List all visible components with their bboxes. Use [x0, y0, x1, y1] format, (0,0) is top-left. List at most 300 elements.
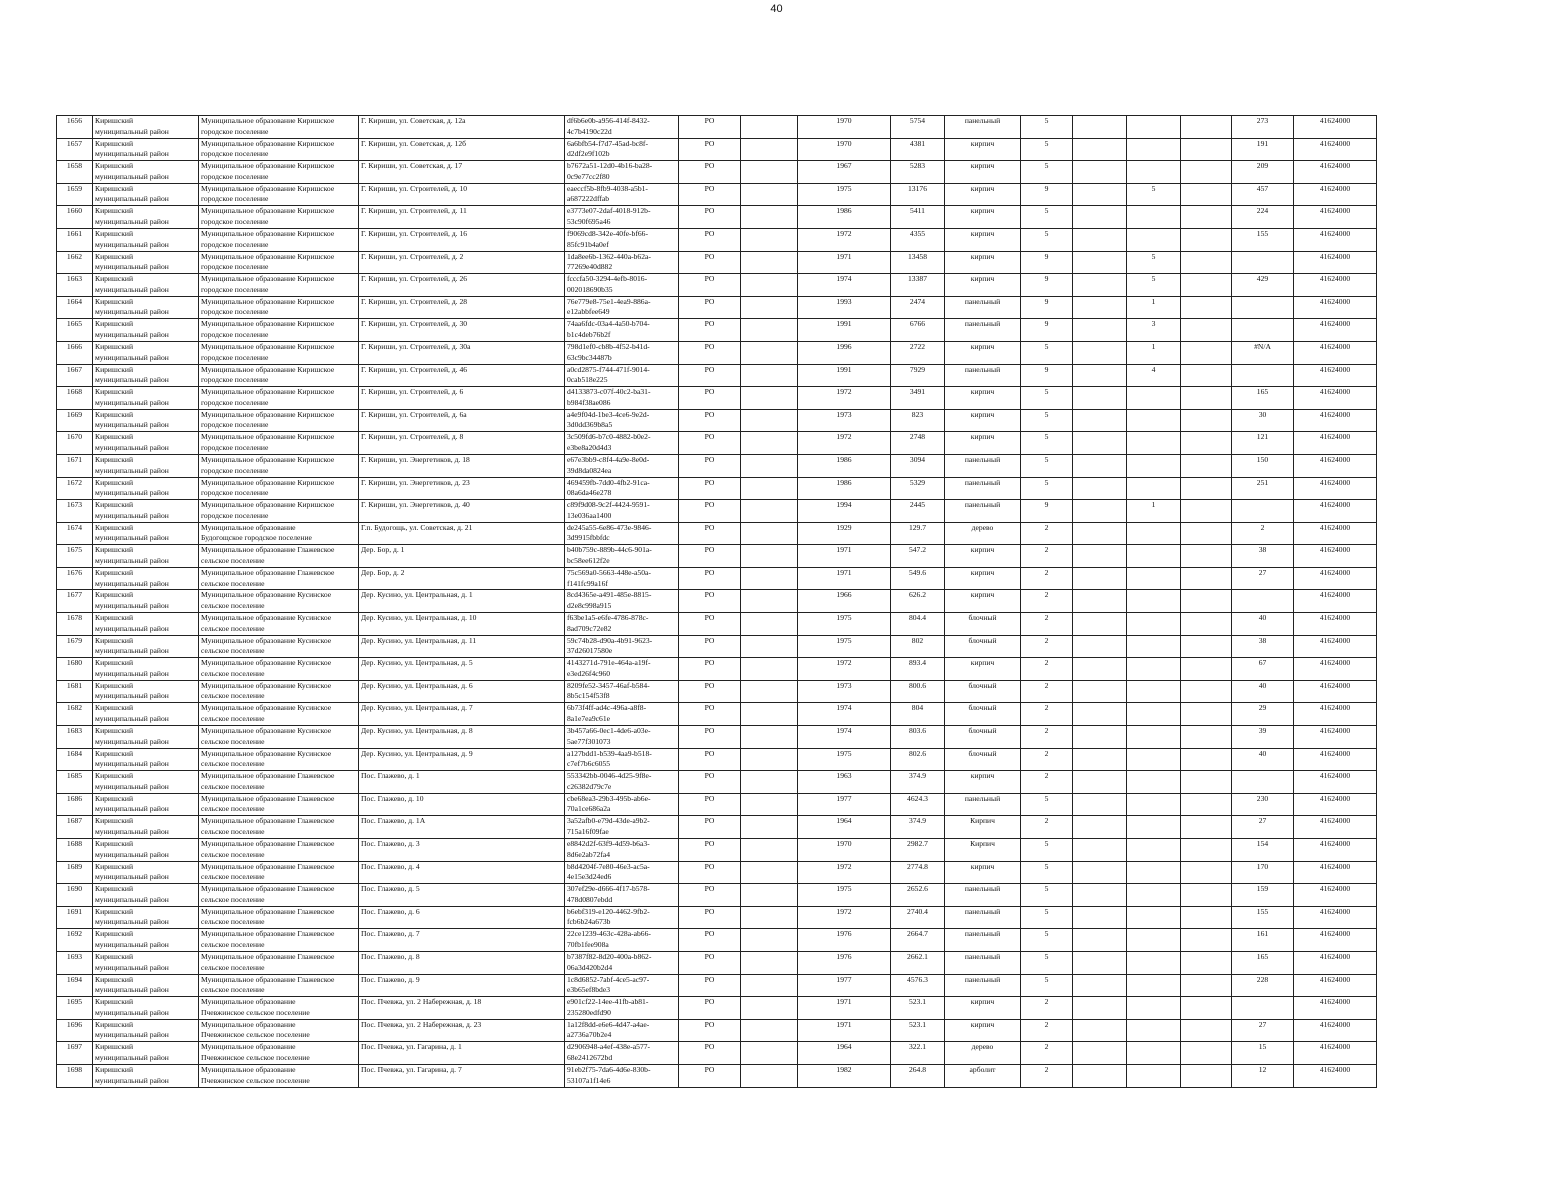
empty-cell	[741, 839, 798, 862]
table-row	[57, 793, 1377, 816]
year-cell: 1991	[798, 364, 891, 387]
material-cell: Кирпич	[945, 839, 1021, 862]
municipality-cell-line: Муниципальное образование Глажевское	[201, 884, 335, 894]
table-row	[57, 567, 1377, 590]
municipality-cell-line: городское поселение	[201, 262, 269, 272]
apartments-cell: 15	[1232, 1042, 1294, 1065]
address-cell: Пос. Пчевжа, ул. 2 Набережная, д. 18	[359, 997, 565, 1020]
municipality-cell-line: городское поселение	[201, 149, 269, 159]
municipality-cell-line: Муниципальное образование Кусинское	[201, 703, 332, 713]
district-cell-line: Киришский	[95, 929, 134, 939]
municipality-cell-line: сельское поселение	[201, 872, 265, 882]
empty-cell	[1073, 251, 1127, 274]
district-cell-line: муниципальный район	[95, 917, 169, 927]
address-cell: Пос. Глажево, д. 10	[359, 793, 565, 816]
oktmo-cell: 41624000	[1294, 748, 1377, 771]
municipality-cell	[199, 409, 359, 432]
district-cell	[93, 997, 199, 1020]
floors-cell: 2	[1021, 1019, 1073, 1042]
municipality-cell-line: Муниципальное образование Кусинское	[201, 658, 332, 668]
municipality-cell-line: городское поселение	[201, 329, 269, 339]
area-cell: 2445	[891, 500, 945, 523]
area-cell: 374.9	[891, 816, 945, 839]
guid-cell-line: 53107a1f14e6	[567, 1075, 611, 1085]
municipality-cell-line: городское поселение	[201, 217, 269, 226]
apartments-cell	[1232, 500, 1294, 523]
entrances-cell	[1127, 1019, 1181, 1042]
area-cell: 13387	[891, 274, 945, 297]
row-number-cell: 1689	[57, 861, 93, 884]
address-cell: Г. Кириши, ул. Строителей, д. 46	[359, 364, 565, 387]
municipality-cell-line: сельское поселение	[201, 917, 265, 927]
address-cell: Г. Кириши, ул. Строителей, д. 26	[359, 274, 565, 297]
municipality-cell-line: Муниципальное образование Киришское	[201, 274, 335, 284]
guid-cell	[565, 839, 679, 862]
apartments-cell: 154	[1232, 839, 1294, 862]
district-cell-line: муниципальный район	[95, 126, 169, 136]
year-cell: 1986	[798, 206, 891, 229]
district-cell-line: муниципальный район	[95, 262, 169, 272]
area-cell: 2982.7	[891, 839, 945, 862]
material-cell: кирпич	[945, 228, 1021, 251]
entrances-cell	[1127, 793, 1181, 816]
address-cell: Пос. Пчевжа, ул. Гагарина, д. 1	[359, 1042, 565, 1065]
material-cell: дерево	[945, 1042, 1021, 1065]
guid-cell-line: 70a1ce686a2a	[567, 804, 611, 814]
district-cell-line: Киришский	[95, 974, 134, 984]
empty-cell	[1181, 296, 1232, 319]
row-number-cell: 1683	[57, 726, 93, 749]
guid-cell-line: e3773e07-2daf-4018-912b-	[567, 206, 651, 216]
district-cell-line: Киришский	[95, 319, 134, 329]
address-cell: Дер. Кусино, ул. Центральная, д. 10	[359, 613, 565, 636]
municipality-cell	[199, 1064, 359, 1087]
year-cell: 1971	[798, 997, 891, 1020]
row-number-cell: 1660	[57, 206, 93, 229]
row-number-cell: 1684	[57, 748, 93, 771]
entrances-cell	[1127, 748, 1181, 771]
material-cell: блочный	[945, 726, 1021, 749]
table-row	[57, 590, 1377, 613]
table-row	[57, 816, 1377, 839]
entrances-cell	[1127, 454, 1181, 477]
municipality-cell-line: Муниципальное образование Глажевское	[201, 974, 335, 984]
municipality-cell-line: городское поселение	[201, 375, 269, 385]
entrances-cell	[1127, 861, 1181, 884]
district-cell	[93, 906, 199, 929]
row-number-cell: 1680	[57, 658, 93, 681]
guid-cell-line: 76e779e8-75e1-4ea9-886a-	[567, 296, 651, 306]
guid-cell-line: b8d4204f-7e80-46e3-ac5a-	[567, 861, 650, 871]
oktmo-cell: 41624000	[1294, 206, 1377, 229]
district-cell-line: Киришский	[95, 613, 134, 623]
municipality-cell-line: Муниципальное образование Киришское	[201, 161, 335, 171]
oktmo-cell: 41624000	[1294, 296, 1377, 319]
district-cell-line: муниципальный район	[95, 1007, 169, 1017]
floors-cell: 2	[1021, 1064, 1073, 1087]
oktmo-cell: 41624000	[1294, 274, 1377, 297]
district-cell-line: Киришский	[95, 206, 134, 216]
guid-cell-line: 39d8da0824ea	[567, 465, 612, 475]
source-cell: PO	[679, 974, 741, 997]
table-row	[57, 341, 1377, 364]
guid-cell-line: e3ed26f4c960	[567, 668, 611, 678]
district-cell-line: муниципальный район	[95, 894, 169, 904]
district-cell	[93, 522, 199, 545]
empty-cell	[1073, 387, 1127, 410]
material-cell: кирпич	[945, 997, 1021, 1020]
municipality-cell	[199, 228, 359, 251]
empty-cell	[741, 974, 798, 997]
apartments-cell: 165	[1232, 387, 1294, 410]
guid-cell	[565, 567, 679, 590]
source-cell: PO	[679, 906, 741, 929]
source-cell: PO	[679, 703, 741, 726]
table-row	[57, 477, 1377, 500]
table-row	[57, 906, 1377, 929]
district-cell	[93, 206, 199, 229]
source-cell: PO	[679, 228, 741, 251]
guid-cell	[565, 929, 679, 952]
empty-cell	[1181, 929, 1232, 952]
floors-cell: 5	[1021, 161, 1073, 184]
guid-cell	[565, 274, 679, 297]
municipality-cell	[199, 793, 359, 816]
oktmo-cell: 41624000	[1294, 590, 1377, 613]
district-cell	[93, 816, 199, 839]
district-cell	[93, 161, 199, 184]
empty-cell	[1181, 726, 1232, 749]
municipality-cell	[199, 1019, 359, 1042]
empty-cell	[1073, 613, 1127, 636]
entrances-cell	[1127, 545, 1181, 568]
municipality-cell	[199, 613, 359, 636]
material-cell: панельный	[945, 884, 1021, 907]
area-cell: 2740.4	[891, 906, 945, 929]
floors-cell: 5	[1021, 116, 1073, 139]
oktmo-cell: 41624000	[1294, 183, 1377, 206]
material-cell: кирпич	[945, 138, 1021, 161]
entrances-cell: 5	[1127, 251, 1181, 274]
material-cell: кирпич	[945, 1019, 1021, 1042]
municipality-cell	[199, 884, 359, 907]
district-cell-line: муниципальный район	[95, 420, 169, 430]
entrances-cell	[1127, 1064, 1181, 1087]
district-cell	[93, 432, 199, 455]
guid-cell	[565, 454, 679, 477]
district-cell-line: муниципальный район	[95, 307, 169, 317]
table-row	[57, 1042, 1377, 1065]
address-cell: Дер. Кусино, ул. Центральная, д. 11	[359, 635, 565, 658]
empty-cell	[1073, 274, 1127, 297]
district-cell-line: муниципальный район	[95, 646, 169, 656]
empty-cell	[1073, 1064, 1127, 1087]
row-number-cell: 1694	[57, 974, 93, 997]
entrances-cell	[1127, 161, 1181, 184]
guid-cell-line: b6ebf319-e120-4462-9fb2-	[567, 906, 650, 916]
district-cell	[93, 341, 199, 364]
row-number-cell: 1690	[57, 884, 93, 907]
district-cell-line: Киришский	[95, 1064, 134, 1074]
district-cell-line: Киришский	[95, 454, 134, 464]
address-cell: Г. Кириши, ул. Строителей, д. 30	[359, 319, 565, 342]
entrances-cell: 5	[1127, 183, 1181, 206]
municipality-cell-line: Муниципальное образование Киришское	[201, 477, 335, 487]
district-cell	[93, 1042, 199, 1065]
guid-cell	[565, 884, 679, 907]
empty-cell	[1073, 161, 1127, 184]
guid-cell-line: 3d9915fbbfdc	[567, 533, 610, 543]
empty-cell	[1073, 658, 1127, 681]
municipality-cell-line: Муниципальное образование Киришское	[201, 228, 335, 238]
empty-cell	[741, 1042, 798, 1065]
municipality-cell-line: Муниципальное образование Киришское	[201, 500, 335, 510]
year-cell: 1967	[798, 161, 891, 184]
guid-cell-line: 6b73f4ff-ad4c-496a-a8f8-	[567, 703, 647, 713]
empty-cell	[741, 635, 798, 658]
floors-cell: 2	[1021, 567, 1073, 590]
source-cell: PO	[679, 432, 741, 455]
empty-cell	[1073, 206, 1127, 229]
guid-cell	[565, 703, 679, 726]
area-cell: 803.6	[891, 726, 945, 749]
empty-cell	[1181, 997, 1232, 1020]
material-cell: арболит	[945, 1064, 1021, 1087]
area-cell: 2774.8	[891, 861, 945, 884]
empty-cell	[1073, 951, 1127, 974]
district-cell-line: Киришский	[95, 500, 134, 510]
district-cell	[93, 635, 199, 658]
material-cell: панельный	[945, 296, 1021, 319]
row-number-cell: 1664	[57, 296, 93, 319]
empty-cell	[741, 997, 798, 1020]
year-cell: 1975	[798, 884, 891, 907]
municipality-cell	[199, 251, 359, 274]
empty-cell	[741, 522, 798, 545]
entrances-cell	[1127, 116, 1181, 139]
district-cell-line: Киришский	[95, 183, 134, 193]
district-cell	[93, 387, 199, 410]
district-cell-line: муниципальный район	[95, 284, 169, 294]
material-cell: блочный	[945, 703, 1021, 726]
address-cell: Г. Кириши, ул. Советская, д. 17	[359, 161, 565, 184]
empty-cell	[1181, 522, 1232, 545]
material-cell: панельный	[945, 477, 1021, 500]
row-number-cell: 1669	[57, 409, 93, 432]
municipality-cell-line: городское поселение	[201, 488, 269, 498]
entrances-cell	[1127, 884, 1181, 907]
table-row	[57, 726, 1377, 749]
floors-cell: 2	[1021, 816, 1073, 839]
apartments-cell: 161	[1232, 929, 1294, 952]
municipality-cell-line: Муниципальное образование Кусинское	[201, 680, 332, 690]
municipality-cell-line: городское поселение	[201, 194, 269, 204]
year-cell: 1973	[798, 680, 891, 703]
district-cell-line: Киришский	[95, 793, 134, 803]
oktmo-cell: 41624000	[1294, 974, 1377, 997]
floors-cell: 5	[1021, 929, 1073, 952]
apartments-cell: 165	[1232, 951, 1294, 974]
empty-cell	[1073, 432, 1127, 455]
floors-cell: 2	[1021, 997, 1073, 1020]
district-cell	[93, 726, 199, 749]
row-number-cell: 1697	[57, 1042, 93, 1065]
guid-cell-line: d2e8c998a915	[567, 601, 612, 611]
area-cell: 374.9	[891, 771, 945, 794]
year-cell: 1994	[798, 500, 891, 523]
floors-cell: 2	[1021, 1042, 1073, 1065]
source-cell: PO	[679, 183, 741, 206]
apartments-cell: 12	[1232, 1064, 1294, 1087]
municipality-cell	[199, 816, 359, 839]
floors-cell: 5	[1021, 228, 1073, 251]
municipality-cell-line: городское поселение	[201, 307, 269, 317]
municipality-cell-line: Муниципальное образование Киришское	[201, 432, 335, 442]
source-cell: PO	[679, 206, 741, 229]
district-cell-line: муниципальный район	[95, 985, 169, 995]
empty-cell	[1073, 771, 1127, 794]
area-cell: 802.6	[891, 748, 945, 771]
oktmo-cell: 41624000	[1294, 793, 1377, 816]
area-cell: 5411	[891, 206, 945, 229]
empty-cell	[741, 929, 798, 952]
entrances-cell	[1127, 409, 1181, 432]
oktmo-cell: 41624000	[1294, 816, 1377, 839]
municipality-cell-line: городское поселение	[201, 352, 269, 362]
material-cell: блочный	[945, 748, 1021, 771]
guid-cell-line: d2906948-a4ef-438e-a577-	[567, 1042, 651, 1052]
entrances-cell	[1127, 635, 1181, 658]
row-number-cell: 1693	[57, 951, 93, 974]
year-cell: 1982	[798, 1064, 891, 1087]
floors-cell: 5	[1021, 951, 1073, 974]
guid-cell	[565, 251, 679, 274]
oktmo-cell: 41624000	[1294, 341, 1377, 364]
address-cell: Г. Кириши, ул. Строителей, д. 28	[359, 296, 565, 319]
material-cell: кирпич	[945, 658, 1021, 681]
material-cell: панельный	[945, 319, 1021, 342]
area-cell: 523.1	[891, 1019, 945, 1042]
guid-cell-line: e901cf22-14ee-41fb-ab81-	[567, 997, 649, 1007]
year-cell: 1972	[798, 658, 891, 681]
empty-cell	[741, 861, 798, 884]
municipality-cell-line: Муниципальное образование Кусинское	[201, 590, 332, 600]
source-cell: PO	[679, 1042, 741, 1065]
municipality-cell-line: сельское поселение	[201, 646, 265, 656]
table-row	[57, 635, 1377, 658]
guid-cell-line: 5ae77f301073	[567, 736, 611, 746]
material-cell: блочный	[945, 635, 1021, 658]
empty-cell	[1181, 477, 1232, 500]
district-cell	[93, 590, 199, 613]
oktmo-cell: 41624000	[1294, 884, 1377, 907]
municipality-cell	[199, 116, 359, 139]
address-cell: Г. Кириши, ул. Строителей, д. 16	[359, 228, 565, 251]
table-row	[57, 680, 1377, 703]
row-number-cell: 1677	[57, 590, 93, 613]
oktmo-cell: 41624000	[1294, 319, 1377, 342]
empty-cell	[741, 274, 798, 297]
guid-cell-line: 3a52afb0-e79d-43de-a9b2-	[567, 816, 650, 826]
guid-cell-line: bc58ee612f2e	[567, 555, 610, 565]
empty-cell	[741, 680, 798, 703]
apartments-cell: 40	[1232, 748, 1294, 771]
table-row	[57, 951, 1377, 974]
municipality-cell-line: сельское поселение	[201, 623, 265, 633]
empty-cell	[1181, 1042, 1232, 1065]
floors-cell: 9	[1021, 500, 1073, 523]
source-cell: PO	[679, 997, 741, 1020]
guid-cell-line: 1da8ee6b-1362-440a-b62a-	[567, 251, 651, 261]
municipality-cell-line: Муниципальное образование Глажевское	[201, 816, 335, 826]
guid-cell-line: c89f9d08-9c2f-4424-9591-	[567, 500, 650, 510]
district-cell-line: муниципальный район	[95, 375, 169, 385]
municipality-cell-line: Муниципальное образование Киришское	[201, 251, 335, 261]
floors-cell: 5	[1021, 884, 1073, 907]
oktmo-cell: 41624000	[1294, 658, 1377, 681]
district-cell-line: муниципальный район	[95, 1030, 169, 1040]
source-cell: PO	[679, 884, 741, 907]
empty-cell	[1073, 522, 1127, 545]
empty-cell	[1073, 703, 1127, 726]
table-row	[57, 974, 1377, 997]
row-number-cell: 1672	[57, 477, 93, 500]
municipality-cell-line: Муниципальное образование Киришское	[201, 319, 335, 329]
district-cell-line: Киришский	[95, 839, 134, 848]
address-cell: Дер. Бор, д. 1	[359, 545, 565, 568]
empty-cell	[1073, 477, 1127, 500]
guid-cell	[565, 680, 679, 703]
floors-cell: 2	[1021, 771, 1073, 794]
municipality-cell-line: сельское поселение	[201, 714, 265, 724]
municipality-cell	[199, 432, 359, 455]
empty-cell	[1181, 861, 1232, 884]
area-cell: 2474	[891, 296, 945, 319]
guid-cell-line: 798d1ef0-cb8b-4f52-b41d-	[567, 341, 650, 351]
area-cell: 802	[891, 635, 945, 658]
entrances-cell	[1127, 816, 1181, 839]
guid-cell-line: df6b6e0b-a956-414f-8432-	[567, 116, 650, 125]
guid-cell-line: 235280edfd90	[567, 1007, 611, 1017]
source-cell: PO	[679, 567, 741, 590]
empty-cell	[741, 341, 798, 364]
guid-cell-line: 4e15e3d24ed6	[567, 872, 612, 882]
table-row	[57, 228, 1377, 251]
apartments-cell	[1232, 364, 1294, 387]
municipality-cell-line: сельское поселение	[201, 962, 265, 972]
oktmo-cell: 41624000	[1294, 454, 1377, 477]
guid-cell-line: a4e9f04d-1be3-4ce6-9e2d-	[567, 409, 650, 419]
guid-cell	[565, 771, 679, 794]
guid-cell	[565, 228, 679, 251]
address-cell: Г. Кириши, ул. Советская, д. 12а	[359, 116, 565, 139]
area-cell: 2662.1	[891, 951, 945, 974]
oktmo-cell: 41624000	[1294, 997, 1377, 1020]
source-cell: PO	[679, 116, 741, 139]
empty-cell	[1181, 680, 1232, 703]
guid-cell-line: 715a16f09fae	[567, 827, 609, 837]
district-cell-line: Киришский	[95, 1019, 134, 1029]
row-number-cell: 1688	[57, 839, 93, 862]
table-row	[57, 1019, 1377, 1042]
floors-cell: 5	[1021, 432, 1073, 455]
address-cell: Пос. Глажево, д. 4	[359, 861, 565, 884]
empty-cell	[1181, 364, 1232, 387]
district-cell-line: муниципальный район	[95, 510, 169, 520]
entrances-cell	[1127, 726, 1181, 749]
address-cell: Г.п. Будогощь, ул. Советская, д. 21	[359, 522, 565, 545]
guid-cell	[565, 590, 679, 613]
